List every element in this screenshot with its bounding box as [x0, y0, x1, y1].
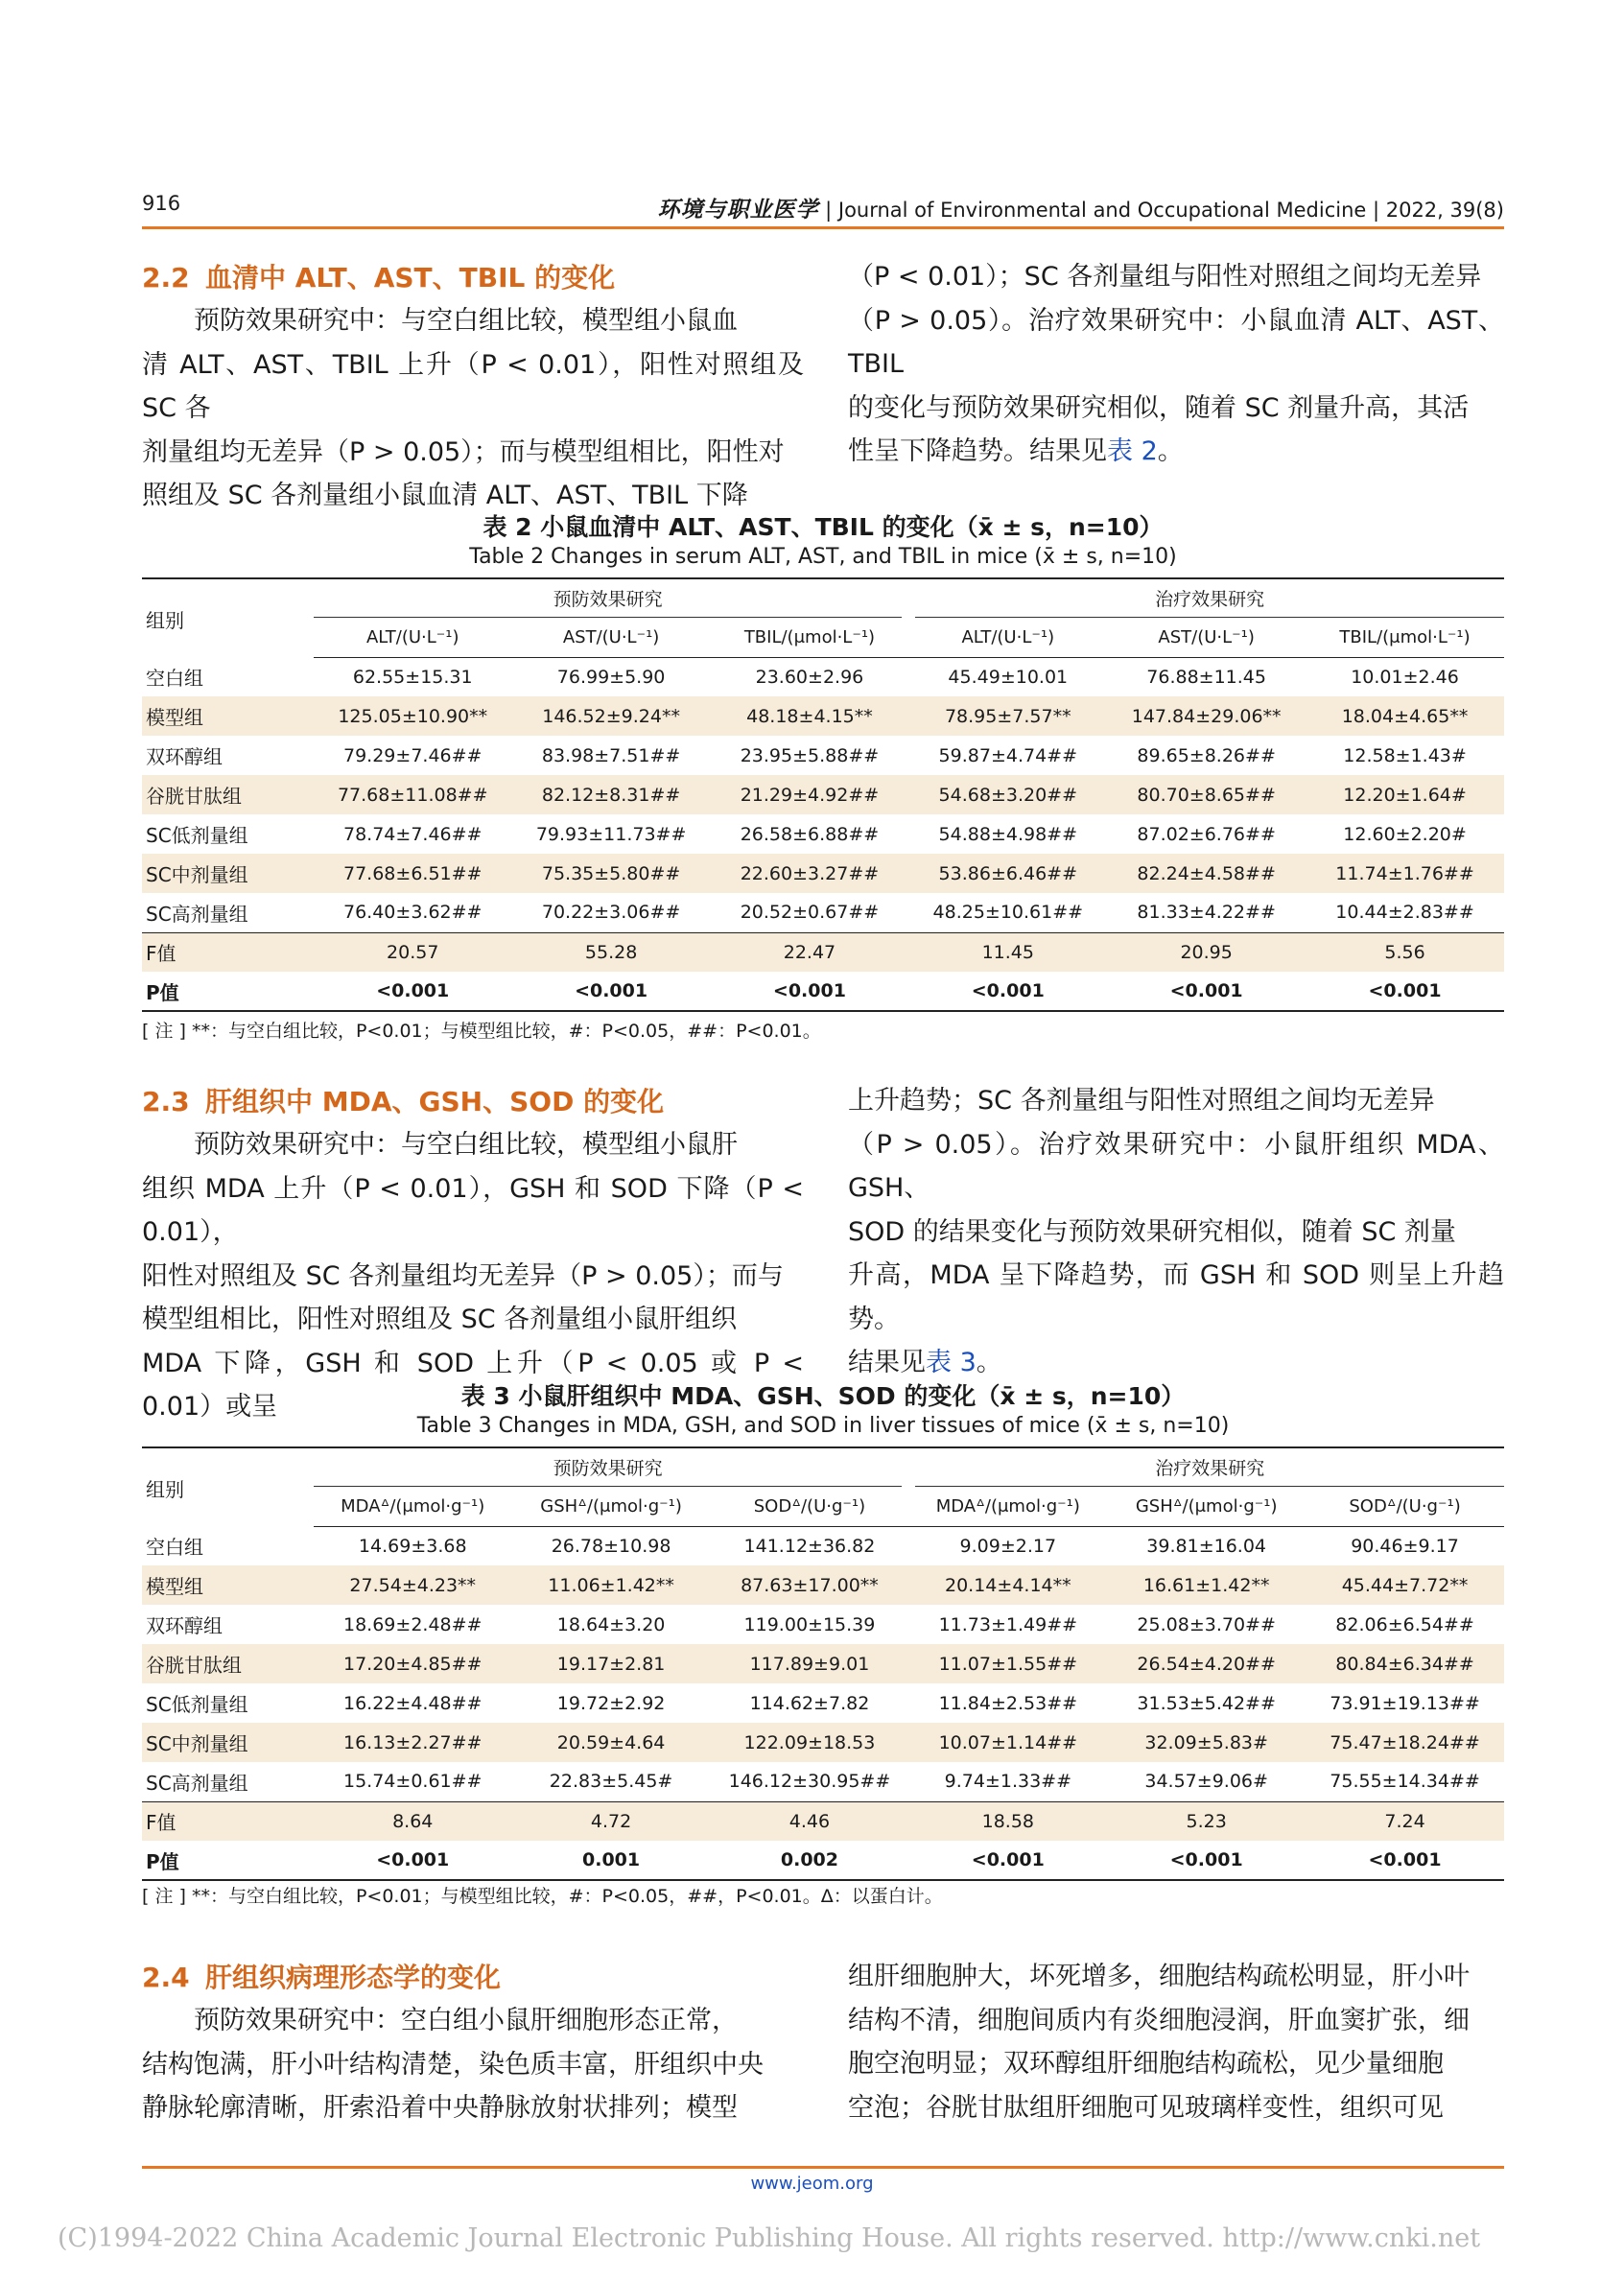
- table-row: [142, 1683, 1504, 1723]
- text-line: （P > 0.05）。治疗效果研究中：小鼠肝组织 MDA、GSH、: [848, 1129, 1504, 1203]
- value-cell: 22.83±5.45#: [549, 1771, 673, 1793]
- table-2-note: [ 注 ] **：与空白组比较，P<0.01；与模型组比较，#：P<0.05，##：P<0.01。: [142, 1021, 821, 1042]
- value-cell: 79.93±11.73##: [535, 823, 687, 845]
- prevent-header: 预防效果研究: [314, 1449, 909, 1486]
- group-cell: 双环醇组: [146, 745, 223, 768]
- table-3-caption-cn: 表 3 小鼠肝组织中 MDA、GSH、SOD 的变化（x̄ ± s，n=10）: [460, 1382, 1186, 1410]
- value-cell: 16.13±2.27##: [314, 1723, 512, 1762]
- value-cell: 21.29±4.92##: [711, 775, 909, 814]
- column-header: MDAᐞ/(μmol·g⁻¹): [314, 1486, 512, 1526]
- text-line: MDA 下降，GSH 和 SOD 上升（P < 0.05 或 P < 0.01）或呈: [142, 1348, 804, 1422]
- table-2-link[interactable]: 表 2: [1107, 436, 1158, 466]
- value-cell: 75.35±5.80##: [512, 854, 711, 893]
- text-line: 静脉轮廓清晰，肝索沿着中央静脉放射状排列；模型: [142, 2093, 738, 2123]
- value-cell: 75.47±18.24##: [1306, 1723, 1504, 1762]
- text-line: SOD 的结果变化与预防效果研究相似，随着 SC 剂量: [848, 1216, 1456, 1247]
- value-cell: 34.57±9.06#: [1144, 1771, 1268, 1793]
- column-header: AST/(U·L⁻¹): [512, 617, 711, 657]
- text-line: 组织 MDA 上升（P < 0.01），GSH 和 SOD 下降（P < 0.01），: [142, 1173, 804, 1247]
- value-cell: 25.08±3.70##: [1137, 1613, 1276, 1635]
- text-line: 结果见表 3。: [848, 1348, 1002, 1377]
- value-cell: 22.60±3.27##: [711, 854, 909, 893]
- table-row: [142, 972, 1504, 1011]
- value-cell: 76.88±11.45: [1146, 666, 1266, 688]
- value-cell: 5.23: [1107, 1801, 1306, 1841]
- table-2-caption-en: Table 2 Changes in serum ALT, AST, and TBIL in mice (x̄ ± s, n=10): [469, 545, 1177, 569]
- table-3-link[interactable]: 表 3: [926, 1348, 977, 1377]
- table-row: [142, 1841, 1504, 1880]
- value-cell: 10.44±2.83##: [1335, 902, 1474, 924]
- prevent-header: 预防效果研究: [314, 580, 909, 617]
- value-cell: 117.89±9.01: [711, 1644, 909, 1683]
- table-row: [142, 1565, 1504, 1605]
- section-2-2-left-text: [142, 299, 804, 518]
- value-cell: 147.84±29.06**: [1107, 696, 1306, 736]
- table-row: [142, 657, 1504, 696]
- table-subheader-row: [142, 617, 1504, 657]
- table-3-note: [ 注 ] **：与空白组比较，P<0.01；与模型组比较，#：P<0.05，##，P<0.01。Δ：以蛋白计。: [142, 1886, 943, 1907]
- section-2-4-left-text: [142, 1999, 804, 2130]
- value-cell: 26.58±6.88##: [740, 823, 880, 845]
- section-2-2-right-text: [848, 255, 1504, 474]
- value-cell: <0.001: [512, 972, 711, 1011]
- section-title: 血清中 ALT、AST、TBIL 的变化: [205, 262, 616, 294]
- value-cell: 114.62±7.82: [749, 1692, 870, 1714]
- value-cell: 54.88±4.98##: [938, 823, 1078, 845]
- value-cell: 11.07±1.55##: [908, 1644, 1107, 1683]
- section-2-3-right-text: [848, 1079, 1504, 1385]
- group-cell: 模型组: [142, 1565, 314, 1605]
- value-cell: 48.25±10.61##: [932, 902, 1084, 924]
- table-row: [142, 1762, 1504, 1801]
- value-cell: 20.52±0.67##: [740, 902, 880, 924]
- table-subheader-row: [142, 1486, 1504, 1526]
- group-cell: SC低剂量组: [146, 824, 248, 847]
- table-3: [142, 1446, 1504, 1881]
- copyright-watermark: (C)1994-2022 China Academic Journal Electronic Publishing House. All rights reserved. http://www.cnki.net: [58, 2223, 1481, 2253]
- table-row: [142, 1801, 1504, 1841]
- group-cell: SC低剂量组: [146, 1693, 248, 1716]
- column-header: GSHᐞ/(μmol·g⁻¹): [512, 1486, 711, 1526]
- table-row: [142, 696, 1504, 736]
- value-cell: 14.69±3.68: [358, 1535, 467, 1557]
- text-line: 剂量组均无差异（P > 0.05）；而与模型组相比，阳性对: [142, 436, 785, 467]
- value-cell: 59.87±4.74##: [938, 744, 1078, 766]
- value-cell: 81.33±4.22##: [1137, 902, 1276, 924]
- column-header: TBIL/(μmol·L⁻¹): [711, 617, 909, 657]
- value-cell: 9.74±1.33##: [944, 1771, 1071, 1793]
- group-cell: SC高剂量组: [146, 902, 248, 926]
- table-row: [142, 1605, 1504, 1644]
- value-cell: 62.55±15.31: [352, 666, 473, 688]
- value-cell: 10.07±1.14##: [908, 1723, 1107, 1762]
- footer-rule: [142, 2166, 1504, 2169]
- group-cell: P值: [142, 972, 314, 1011]
- group-cell: SC中剂量组: [142, 854, 314, 893]
- value-cell: 78.74±7.46##: [343, 823, 482, 845]
- value-cell: 9.09±2.17: [959, 1535, 1057, 1557]
- group-header: 组别: [146, 1477, 184, 1501]
- column-header: GSHᐞ/(μmol·g⁻¹): [1107, 1486, 1306, 1526]
- value-cell: 16.61±1.42**: [1107, 1565, 1306, 1605]
- value-cell: 12.60±2.20#: [1343, 823, 1467, 845]
- group-cell: 谷胱甘肽组: [142, 775, 314, 814]
- text-line: 预防效果研究中：空白组小鼠肝细胞形态正常，: [194, 2006, 738, 2035]
- table-row: [142, 1526, 1504, 1565]
- group-header: 组别: [146, 608, 184, 632]
- value-cell: 26.78±10.98: [551, 1535, 671, 1557]
- text-line: （P < 0.01）；SC 各剂量组与阳性对照组之间均无差异: [848, 262, 1482, 292]
- value-cell: <0.001: [908, 972, 1107, 1011]
- value-cell: 75.55±14.34##: [1330, 1771, 1480, 1793]
- group-cell: SC高剂量组: [146, 1771, 248, 1795]
- value-cell: 22.47: [711, 932, 909, 972]
- column-header: SODᐞ/(U·g⁻¹): [1306, 1486, 1504, 1526]
- value-cell: 19.17±2.81: [512, 1644, 711, 1683]
- header-rule: [142, 226, 1504, 229]
- table-row: [142, 854, 1504, 893]
- value-cell: 89.65±8.26##: [1137, 744, 1276, 766]
- value-cell: 15.74±0.61##: [343, 1771, 482, 1793]
- text-line: 照组及 SC 各剂量组小鼠血清 ALT、AST、TBIL 下降: [142, 481, 748, 510]
- table-row: [142, 932, 1504, 972]
- group-cell: F值: [142, 932, 314, 972]
- value-cell: 76.40±3.62##: [343, 902, 482, 924]
- value-cell: <0.001: [314, 1841, 512, 1880]
- section-2-4-heading: [142, 1957, 501, 1995]
- value-cell: 45.44±7.72**: [1306, 1565, 1504, 1605]
- value-cell: 31.53±5.42##: [1137, 1692, 1276, 1714]
- value-cell: 82.06±6.54##: [1335, 1613, 1474, 1635]
- value-cell: 4.72: [512, 1801, 711, 1841]
- value-cell: 11.06±1.42**: [512, 1565, 711, 1605]
- text-line: 空泡；谷胱甘肽组肝细胞可见玻璃样变性，组织可见: [848, 2092, 1444, 2123]
- value-cell: <0.001: [1107, 972, 1306, 1011]
- column-header: AST/(U·L⁻¹): [1107, 617, 1306, 657]
- column-header: SODᐞ/(U·g⁻¹): [711, 1486, 909, 1526]
- value-cell: 53.86±6.46##: [908, 854, 1107, 893]
- journal-title: [657, 192, 1504, 223]
- table-row: [142, 1723, 1504, 1762]
- table-row: [142, 1644, 1504, 1683]
- section-2-4-right-text: [848, 1955, 1504, 2129]
- value-cell: 45.49±10.01: [948, 666, 1069, 688]
- group-cell: 谷胱甘肽组: [142, 1644, 314, 1683]
- value-cell: 48.18±4.15**: [711, 696, 909, 736]
- value-cell: 87.63±17.00**: [711, 1565, 909, 1605]
- value-cell: 80.84±6.34##: [1306, 1644, 1504, 1683]
- value-cell: 18.58: [908, 1801, 1107, 1841]
- value-cell: 146.52±9.24**: [512, 696, 711, 736]
- value-cell: 54.68±3.20##: [908, 775, 1107, 814]
- value-cell: 77.68±11.08##: [314, 775, 512, 814]
- value-cell: 8.64: [314, 1801, 512, 1841]
- page-number: 916: [142, 192, 181, 215]
- value-cell: 26.54±4.20##: [1107, 1644, 1306, 1683]
- section-number: 2.4: [142, 1962, 190, 1993]
- value-cell: 80.70±8.65##: [1107, 775, 1306, 814]
- value-cell: 16.22±4.48##: [343, 1692, 482, 1714]
- section-number: 2.3: [142, 1086, 190, 1117]
- value-cell: 18.04±4.65**: [1306, 696, 1504, 736]
- value-cell: 12.58±1.43#: [1343, 744, 1467, 766]
- value-cell: 20.95: [1107, 932, 1306, 972]
- value-cell: 11.74±1.76##: [1306, 854, 1504, 893]
- table-header-row: [142, 1449, 1504, 1486]
- text-line: 结构饱满，肝小叶结构清楚，染色质丰富，肝组织中央: [142, 2049, 764, 2080]
- value-cell: <0.001: [908, 1841, 1107, 1880]
- value-cell: <0.001: [314, 972, 512, 1011]
- text-line: 性呈下降趋势。结果见表 2。: [848, 436, 1184, 466]
- column-header: TBIL/(μmol·L⁻¹): [1306, 617, 1504, 657]
- value-cell: 77.68±6.51##: [314, 854, 512, 893]
- group-cell: 空白组: [146, 667, 203, 690]
- value-cell: 82.24±4.58##: [1107, 854, 1306, 893]
- column-header: MDAᐞ/(μmol·g⁻¹): [908, 1486, 1107, 1526]
- text-line: 上升趋势；SC 各剂量组与阳性对照组之间均无差异: [848, 1086, 1435, 1116]
- text-line: （P > 0.05）。治疗效果研究中：小鼠血清 ALT、AST、TBIL: [848, 305, 1504, 379]
- group-cell: 模型组: [142, 696, 314, 736]
- value-cell: 20.59±4.64: [512, 1723, 711, 1762]
- value-cell: 11.84±2.53##: [938, 1692, 1078, 1714]
- table-2: [142, 577, 1504, 1012]
- value-cell: 20.14±4.14**: [908, 1565, 1107, 1605]
- value-cell: 0.001: [512, 1841, 711, 1880]
- text-line: 预防效果研究中：与空白组比较，模型组小鼠血: [194, 306, 738, 336]
- group-cell: 双环醇组: [146, 1614, 223, 1637]
- table-row: [142, 814, 1504, 854]
- column-header: ALT/(U·L⁻¹): [314, 617, 512, 657]
- value-cell: <0.001: [711, 972, 909, 1011]
- group-cell: F值: [142, 1801, 314, 1841]
- journal-name-cn: 环境与职业医学: [657, 197, 819, 223]
- value-cell: 76.99±5.90: [556, 666, 666, 688]
- value-cell: 79.29±7.46##: [343, 744, 482, 766]
- value-cell: 70.22±3.06##: [541, 902, 681, 924]
- value-cell: 11.73±1.49##: [938, 1613, 1078, 1635]
- value-cell: 17.20±4.85##: [314, 1644, 512, 1683]
- value-cell: 5.56: [1306, 932, 1504, 972]
- text-line: 升高，MDA 呈下降趋势，而 GSH 和 SOD 则呈上升趋势。: [848, 1260, 1504, 1334]
- value-cell: 90.46±9.17: [1351, 1535, 1459, 1557]
- value-cell: <0.001: [1306, 1841, 1504, 1880]
- text-line: 清 ALT、AST、TBIL 上升（P < 0.01），阳性对照组及 SC 各: [142, 349, 804, 423]
- text-line: 胞空泡明显；双环醇组肝细胞结构疏松，见少量细胞: [848, 2049, 1444, 2079]
- text-line: 的变化与预防效果研究相似，随着 SC 剂量升高，其活: [848, 392, 1470, 423]
- section-number: 2.2: [142, 262, 190, 294]
- column-header: ALT/(U·L⁻¹): [908, 617, 1107, 657]
- value-cell: 32.09±5.83#: [1107, 1723, 1306, 1762]
- value-cell: 4.46: [711, 1801, 909, 1841]
- text-line: 阳性对照组及 SC 各剂量组均无差异（P > 0.05）；而与: [142, 1260, 784, 1291]
- value-cell: <0.001: [1306, 972, 1504, 1011]
- table-2-caption-cn: 表 2 小鼠血清中 ALT、AST、TBIL 的变化（x̄ ± s，n=10）: [482, 513, 1164, 541]
- text-line: 组肝细胞肿大，坏死增多，细胞结构疏松明显，肝小叶: [848, 1962, 1470, 1991]
- value-cell: 55.28: [512, 932, 711, 972]
- page-header: [142, 188, 1504, 226]
- treat-header: 治疗效果研究: [908, 580, 1504, 617]
- value-cell: 18.64±3.20: [556, 1613, 666, 1635]
- table-3-caption-en: Table 3 Changes in MDA, GSH, and SOD in liver tissues of mice (x̄ ± s, n=10): [416, 1414, 1230, 1438]
- value-cell: 23.95±5.88##: [740, 744, 880, 766]
- text-line: 结构不清，细胞间质内有炎细胞浸润，肝血窦扩张，细: [848, 2005, 1470, 2035]
- value-cell: 146.12±30.95##: [728, 1771, 891, 1793]
- value-cell: 7.24: [1306, 1801, 1504, 1841]
- value-cell: 11.45: [908, 932, 1107, 972]
- journal-website[interactable]: www.jeom.org: [750, 2174, 874, 2194]
- value-cell: 87.02±6.76##: [1137, 823, 1276, 845]
- section-2-3-heading: [142, 1081, 664, 1119]
- value-cell: 83.98±7.51##: [541, 744, 681, 766]
- table-row: [142, 893, 1504, 932]
- value-cell: <0.001: [1107, 1841, 1306, 1880]
- value-cell: 23.60±2.96: [755, 666, 864, 688]
- value-cell: 0.002: [711, 1841, 909, 1880]
- value-cell: 141.12±36.82: [743, 1535, 876, 1557]
- table-row: [142, 775, 1504, 814]
- journal-name-en: | Journal of Environmental and Occupational Medicine | 2022, 39(8): [818, 199, 1504, 222]
- section-2-2-heading: [142, 257, 615, 295]
- section-title: 肝组织病理形态学的变化: [205, 1962, 502, 1993]
- value-cell: 82.12±8.31##: [512, 775, 711, 814]
- value-cell: 12.20±1.64#: [1306, 775, 1504, 814]
- treat-header: 治疗效果研究: [908, 1449, 1504, 1486]
- value-cell: 73.91±19.13##: [1330, 1692, 1480, 1714]
- value-cell: 78.95±7.57**: [908, 696, 1107, 736]
- value-cell: 20.57: [314, 932, 512, 972]
- group-cell: 空白组: [146, 1536, 203, 1559]
- value-cell: 119.00±15.39: [743, 1613, 876, 1635]
- group-cell: P值: [142, 1841, 314, 1880]
- table-row: [142, 736, 1504, 775]
- value-cell: 27.54±4.23**: [314, 1565, 512, 1605]
- text-line: 模型组相比，阳性对照组及 SC 各剂量组小鼠肝组织: [142, 1305, 738, 1334]
- table-header-row: [142, 580, 1504, 617]
- value-cell: 125.05±10.90**: [314, 696, 512, 736]
- section-title: 肝组织中 MDA、GSH、SOD 的变化: [205, 1086, 665, 1117]
- text-line: 预防效果研究中：与空白组比较，模型组小鼠肝: [194, 1130, 738, 1160]
- value-cell: 10.01±2.46: [1351, 666, 1459, 688]
- value-cell: 19.72±2.92: [556, 1692, 666, 1714]
- value-cell: 122.09±18.53: [711, 1723, 909, 1762]
- group-cell: SC中剂量组: [142, 1723, 314, 1762]
- value-cell: 18.69±2.48##: [343, 1613, 482, 1635]
- value-cell: 39.81±16.04: [1146, 1535, 1267, 1557]
